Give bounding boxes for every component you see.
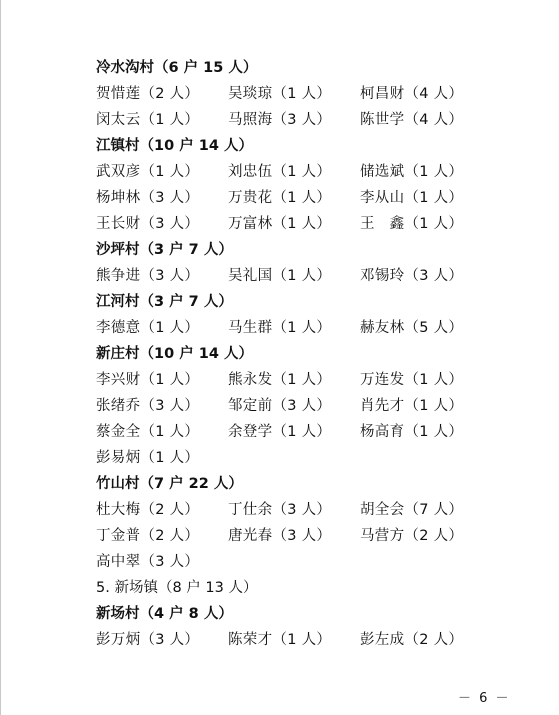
name-row: [96, 627, 516, 653]
name-entry: 余登学（1 人）: [228, 424, 332, 440]
page-left-border: [0, 0, 1, 715]
name-entry: 储选斌（1 人）: [360, 164, 464, 180]
village-heading-shaping: 沙坪村（3 户 7 人）: [96, 242, 233, 258]
name-row: [96, 497, 516, 523]
name-entry: 李兴财（1 人）: [96, 372, 200, 388]
name-entry: 丁金普（2 人）: [96, 528, 200, 544]
name-entry: 赫友林（5 人）: [360, 320, 464, 336]
name-row: [96, 523, 516, 549]
name-entry: 刘忠伍（1 人）: [228, 164, 332, 180]
name-entry: 陈荣才（1 人）: [228, 632, 332, 648]
village-heading-xinchang: 新场村（4 户 8 人）: [96, 606, 233, 622]
name-entry: 杨坤林（3 人）: [96, 190, 200, 206]
page-number: － 6 －: [458, 691, 511, 706]
name-entry: 贺惜莲（2 人）: [96, 86, 200, 102]
name-row: [96, 211, 516, 237]
name-entry: 李德意（1 人）: [96, 320, 200, 336]
village-heading-zhushan: 竹山村（7 户 22 人）: [96, 476, 243, 492]
name-row: [96, 549, 516, 575]
name-entry: 蔡金全（1 人）: [96, 424, 200, 440]
name-entry: 万贵花（1 人）: [228, 190, 332, 206]
name-row: [96, 159, 516, 185]
village-heading-xinzhuang: 新庄村（10 户 14 人）: [96, 346, 254, 362]
name-entry: 吴礼国（1 人）: [228, 268, 332, 284]
name-entry: 彭易炳（1 人）: [96, 450, 200, 466]
name-row: [96, 393, 516, 419]
name-entry: 万连发（1 人）: [360, 372, 464, 388]
document-content: [96, 55, 516, 653]
name-entry: 唐光春（3 人）: [228, 528, 332, 544]
name-row: [96, 185, 516, 211]
name-row: [96, 367, 516, 393]
name-entry: 熊永发（1 人）: [228, 372, 332, 388]
village-heading-jiangzhen: 江镇村（10 户 14 人）: [96, 138, 254, 154]
name-entry: 肖先才（1 人）: [360, 398, 464, 414]
name-entry: 马营方（2 人）: [360, 528, 464, 544]
name-row: [96, 419, 516, 445]
name-entry: 武双彦（1 人）: [96, 164, 200, 180]
name-entry: 王长财（3 人）: [96, 216, 200, 232]
name-row: [96, 107, 516, 133]
name-row: [96, 263, 516, 289]
name-entry: 彭左成（2 人）: [360, 632, 464, 648]
name-entry: 邓锡玲（3 人）: [360, 268, 464, 284]
village-heading-lengshuigou: 冷水沟村（6 户 15 人）: [96, 60, 258, 76]
name-row: [96, 81, 516, 107]
name-row: [96, 315, 516, 341]
name-entry: 马生群（1 人）: [228, 320, 332, 336]
village-heading-jianghe: 江河村（3 户 7 人）: [96, 294, 233, 310]
name-entry: 柯昌财（4 人）: [360, 86, 464, 102]
name-entry: 彭万炳（3 人）: [96, 632, 200, 648]
name-entry: 吴琰琼（1 人）: [228, 86, 332, 102]
name-entry: 胡全会（7 人）: [360, 502, 464, 518]
name-entry: 熊争进（3 人）: [96, 268, 200, 284]
name-entry: 邹定前（3 人）: [228, 398, 332, 414]
name-entry: 杜大梅（2 人）: [96, 502, 200, 518]
name-entry: 王 鑫（1 人）: [360, 216, 464, 232]
name-entry: 高中翠（3 人）: [96, 554, 200, 570]
name-entry: 万富林（1 人）: [228, 216, 332, 232]
name-entry: 陈世学（4 人）: [360, 112, 464, 128]
name-entry: 杨高育（1 人）: [360, 424, 464, 440]
name-entry: 马照海（3 人）: [228, 112, 332, 128]
name-entry: 李从山（1 人）: [360, 190, 464, 206]
township-heading-xinchang: 5. 新场镇（8 户 13 人）: [96, 580, 258, 596]
name-entry: 张绪乔（3 人）: [96, 398, 200, 414]
name-entry: 丁仕余（3 人）: [228, 502, 332, 518]
name-row: [96, 445, 516, 471]
name-entry: 闵太云（1 人）: [96, 112, 200, 128]
